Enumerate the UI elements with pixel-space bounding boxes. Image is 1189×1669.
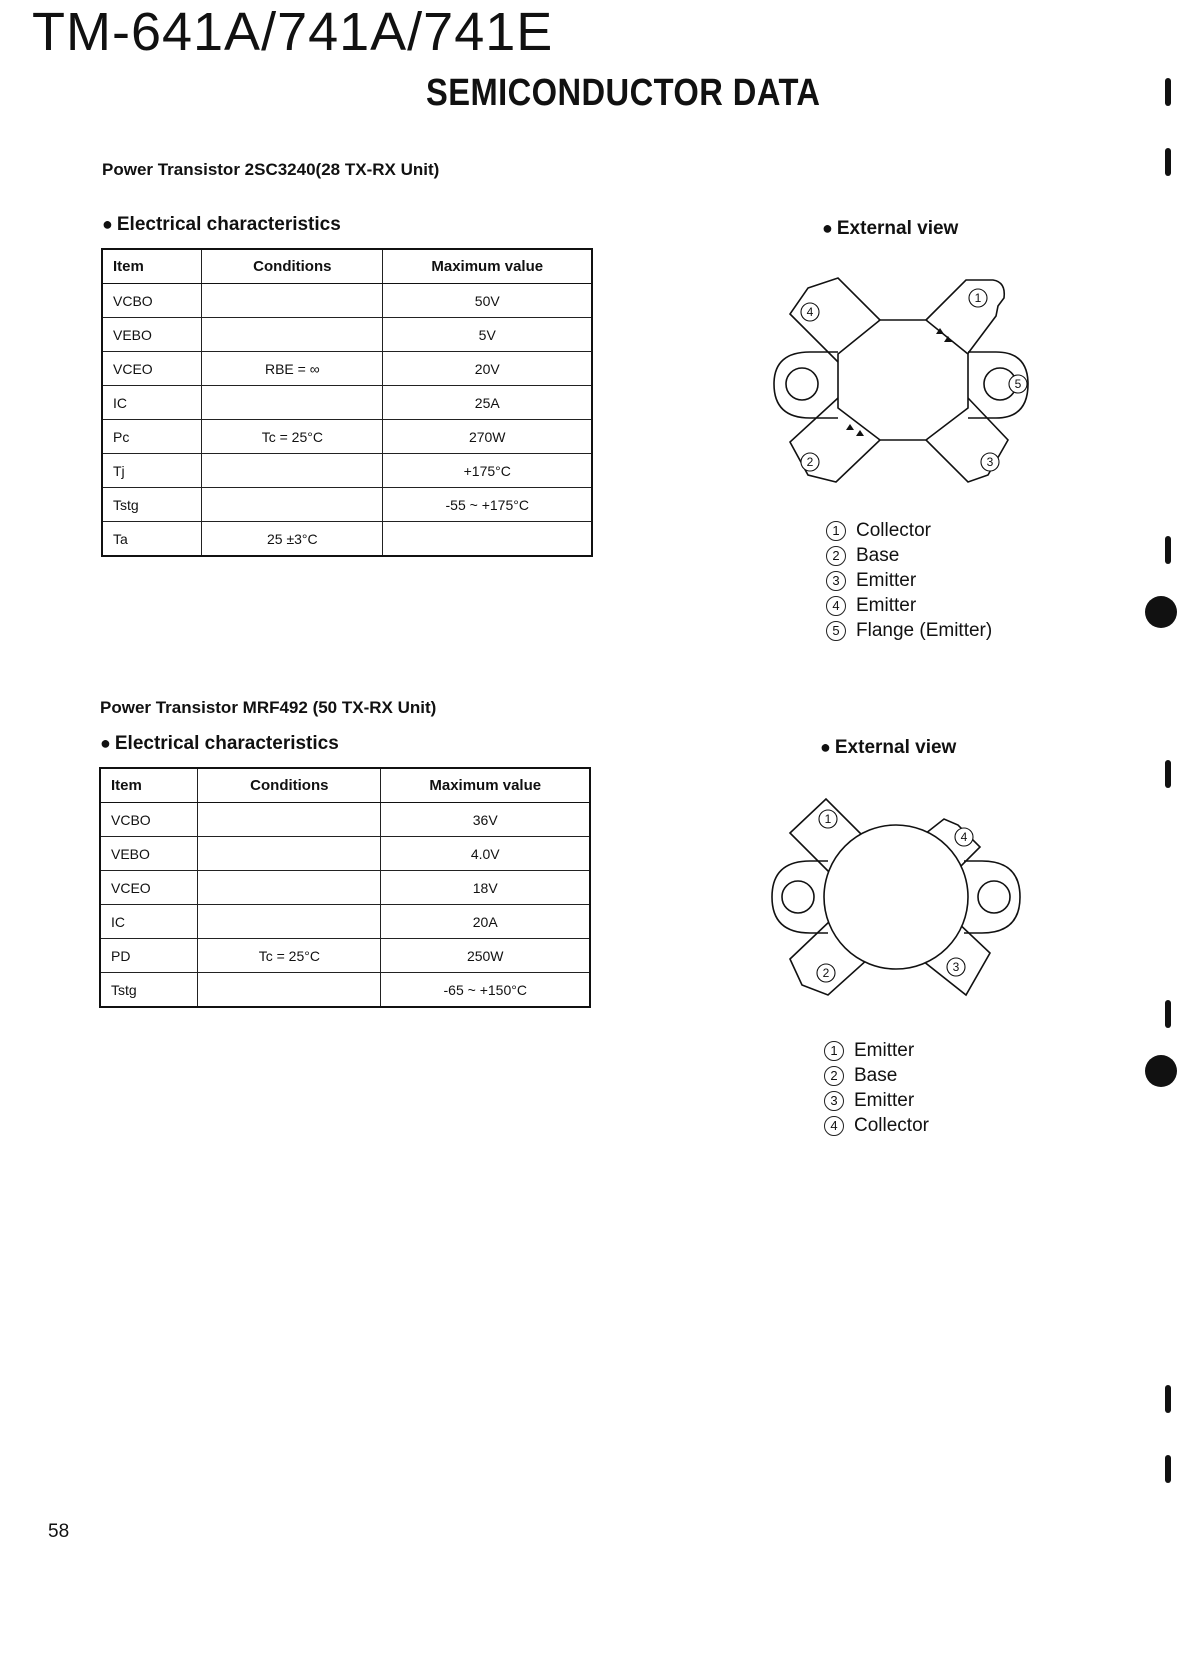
cell-max: 50V bbox=[383, 284, 592, 318]
pin-number-badge: 1 bbox=[826, 521, 846, 541]
cell-max: 270W bbox=[383, 420, 592, 454]
pin-name: Collector bbox=[854, 1115, 929, 1136]
pin-name: Emitter bbox=[856, 570, 917, 591]
pin-number-badge: 3 bbox=[826, 571, 846, 591]
pin-5-number: 5 bbox=[1014, 377, 1022, 391]
pin-number-badge: 3 bbox=[824, 1091, 844, 1111]
pin-3-number: 3 bbox=[986, 455, 994, 469]
cell-max: 20A bbox=[381, 905, 590, 939]
transistor2-spec-table bbox=[99, 767, 591, 1008]
pin-1-number: 1 bbox=[824, 812, 832, 826]
cell-item: Tj bbox=[102, 454, 202, 488]
pin-2-number: 2 bbox=[822, 966, 830, 980]
table-header-row bbox=[100, 768, 590, 803]
cell-cond bbox=[198, 973, 381, 1008]
table-row bbox=[100, 905, 590, 939]
pin-name: Emitter bbox=[856, 595, 917, 616]
transistor1-ext-label: External view bbox=[836, 218, 959, 239]
scan-mark bbox=[1165, 536, 1171, 564]
pin-number-badge: 4 bbox=[824, 1116, 844, 1136]
cell-max: -55 ~ +175°C bbox=[383, 488, 592, 522]
table-row bbox=[100, 939, 590, 973]
pin-number-badge: 2 bbox=[826, 546, 846, 566]
cell-cond bbox=[202, 386, 383, 420]
table-row bbox=[100, 973, 590, 1008]
cell-max: 18V bbox=[381, 871, 590, 905]
table-row bbox=[100, 837, 590, 871]
mount-hole-left bbox=[786, 368, 818, 400]
pin-2-number: 2 bbox=[806, 455, 814, 469]
transistor1-elec-heading bbox=[102, 214, 341, 236]
transistor1-elec-label: Electrical characteristics bbox=[116, 214, 341, 235]
pin-number-badge: 2 bbox=[824, 1066, 844, 1086]
table-row bbox=[100, 871, 590, 905]
cell-max: -65 ~ +150°C bbox=[381, 973, 590, 1008]
list-item bbox=[826, 568, 992, 593]
transistor1-heading: Power Transistor 2SC3240(28 TX-RX Unit) bbox=[102, 160, 440, 179]
scan-mark bbox=[1165, 148, 1171, 176]
scan-mark bbox=[1165, 1385, 1171, 1413]
scan-mark bbox=[1165, 1000, 1171, 1028]
cell-cond bbox=[202, 318, 383, 352]
cell-cond bbox=[198, 871, 381, 905]
pin-number-badge: 1 bbox=[824, 1041, 844, 1061]
pin-3-number: 3 bbox=[952, 960, 960, 974]
scan-dot bbox=[1145, 1055, 1177, 1087]
pin-name: Base bbox=[854, 1065, 898, 1086]
pin-4-number: 4 bbox=[806, 305, 814, 319]
transistor2-heading: Power Transistor MRF492 (50 TX-RX Unit) bbox=[100, 698, 437, 717]
list-item bbox=[824, 1113, 929, 1138]
table-row bbox=[100, 803, 590, 837]
transistor2-elec-label: Electrical characteristics bbox=[114, 733, 339, 754]
cell-cond: Tc = 25°C bbox=[198, 939, 381, 973]
page-number: 58 bbox=[48, 1521, 70, 1542]
bullet-icon: ● bbox=[820, 737, 831, 757]
scan-mark bbox=[1165, 78, 1171, 106]
bullet-icon: ● bbox=[822, 218, 833, 238]
table-row bbox=[102, 522, 592, 557]
pin-number-badge: 5 bbox=[826, 621, 846, 641]
pin-name: Flange (Emitter) bbox=[856, 620, 993, 641]
transistor2-package-diagram bbox=[768, 795, 1028, 1005]
table-row bbox=[102, 488, 592, 522]
bullet-icon: ● bbox=[100, 733, 111, 753]
scan-dot bbox=[1145, 596, 1177, 628]
cell-max: 36V bbox=[381, 803, 590, 837]
flange-left-outline bbox=[772, 861, 828, 933]
transistor2-pin-legend bbox=[824, 1038, 929, 1138]
table-header-row bbox=[102, 249, 592, 284]
cell-item: Ta bbox=[102, 522, 202, 557]
document-title: TM-641A/741A/741E bbox=[32, 2, 554, 62]
cell-max bbox=[383, 522, 592, 557]
cell-max: 250W bbox=[381, 939, 590, 973]
table-row bbox=[102, 386, 592, 420]
pin-1-number: 1 bbox=[974, 291, 982, 305]
column-header-conditions: Conditions bbox=[198, 768, 381, 803]
cell-cond bbox=[198, 905, 381, 939]
flange-left-outline bbox=[774, 352, 838, 418]
column-header-max: Maximum value bbox=[381, 768, 590, 803]
cell-item: Tstg bbox=[102, 488, 202, 522]
table-row bbox=[102, 352, 592, 386]
transistor1-package-diagram bbox=[768, 270, 1038, 500]
list-item bbox=[826, 543, 992, 568]
column-header-item: Item bbox=[102, 249, 202, 284]
cell-cond bbox=[202, 284, 383, 318]
transistor1-pin-legend bbox=[826, 518, 992, 643]
cell-item: VEBO bbox=[100, 837, 198, 871]
pin-number-badge: 4 bbox=[826, 596, 846, 616]
column-header-conditions: Conditions bbox=[202, 249, 383, 284]
pin-4-number: 4 bbox=[960, 830, 968, 844]
table-row bbox=[102, 318, 592, 352]
mount-hole-right bbox=[978, 881, 1010, 913]
cell-item: Pc bbox=[102, 420, 202, 454]
cell-max: 4.0V bbox=[381, 837, 590, 871]
transistor2-ext-heading bbox=[820, 737, 956, 759]
transistor1-spec-table bbox=[101, 248, 593, 557]
cell-item: IC bbox=[102, 386, 202, 420]
cell-cond bbox=[202, 454, 383, 488]
table-row bbox=[102, 454, 592, 488]
cell-item: IC bbox=[100, 905, 198, 939]
pin-name: Collector bbox=[856, 520, 931, 541]
cell-max: +175°C bbox=[383, 454, 592, 488]
cell-item: VEBO bbox=[102, 318, 202, 352]
column-header-max: Maximum value bbox=[383, 249, 592, 284]
pin-name: Emitter bbox=[854, 1090, 915, 1111]
body-circle bbox=[824, 825, 968, 969]
transistor2-elec-heading bbox=[100, 733, 339, 755]
list-item bbox=[824, 1063, 929, 1088]
table-row bbox=[102, 284, 592, 318]
cell-cond bbox=[198, 803, 381, 837]
pin-name: Emitter bbox=[854, 1040, 915, 1061]
cell-item: VCEO bbox=[102, 352, 202, 386]
cell-item: Tstg bbox=[100, 973, 198, 1008]
list-item bbox=[826, 518, 992, 543]
transistor2-ext-label: External view bbox=[834, 737, 957, 758]
mount-hole-left bbox=[782, 881, 814, 913]
cell-cond bbox=[202, 488, 383, 522]
list-item bbox=[826, 593, 992, 618]
flange-right-outline bbox=[964, 861, 1020, 933]
cell-max: 20V bbox=[383, 352, 592, 386]
cell-item: VCEO bbox=[100, 871, 198, 905]
cell-item: VCBO bbox=[100, 803, 198, 837]
table-row bbox=[102, 420, 592, 454]
scan-mark bbox=[1165, 760, 1171, 788]
cell-cond: 25 ±3°C bbox=[202, 522, 383, 557]
cell-max: 25A bbox=[383, 386, 592, 420]
cell-cond bbox=[198, 837, 381, 871]
cell-item: PD bbox=[100, 939, 198, 973]
scan-mark bbox=[1165, 1455, 1171, 1483]
list-item bbox=[824, 1088, 929, 1113]
column-header-item: Item bbox=[100, 768, 198, 803]
cell-cond: RBE = ∞ bbox=[202, 352, 383, 386]
cell-max: 5V bbox=[383, 318, 592, 352]
list-item bbox=[824, 1038, 929, 1063]
cell-cond: Tc = 25°C bbox=[202, 420, 383, 454]
bullet-icon: ● bbox=[102, 214, 113, 234]
transistor1-ext-heading bbox=[822, 218, 958, 240]
pin-name: Base bbox=[856, 545, 900, 566]
section-title: SEMICONDUCTOR DATA bbox=[426, 72, 821, 114]
list-item bbox=[826, 618, 992, 643]
cell-item: VCBO bbox=[102, 284, 202, 318]
